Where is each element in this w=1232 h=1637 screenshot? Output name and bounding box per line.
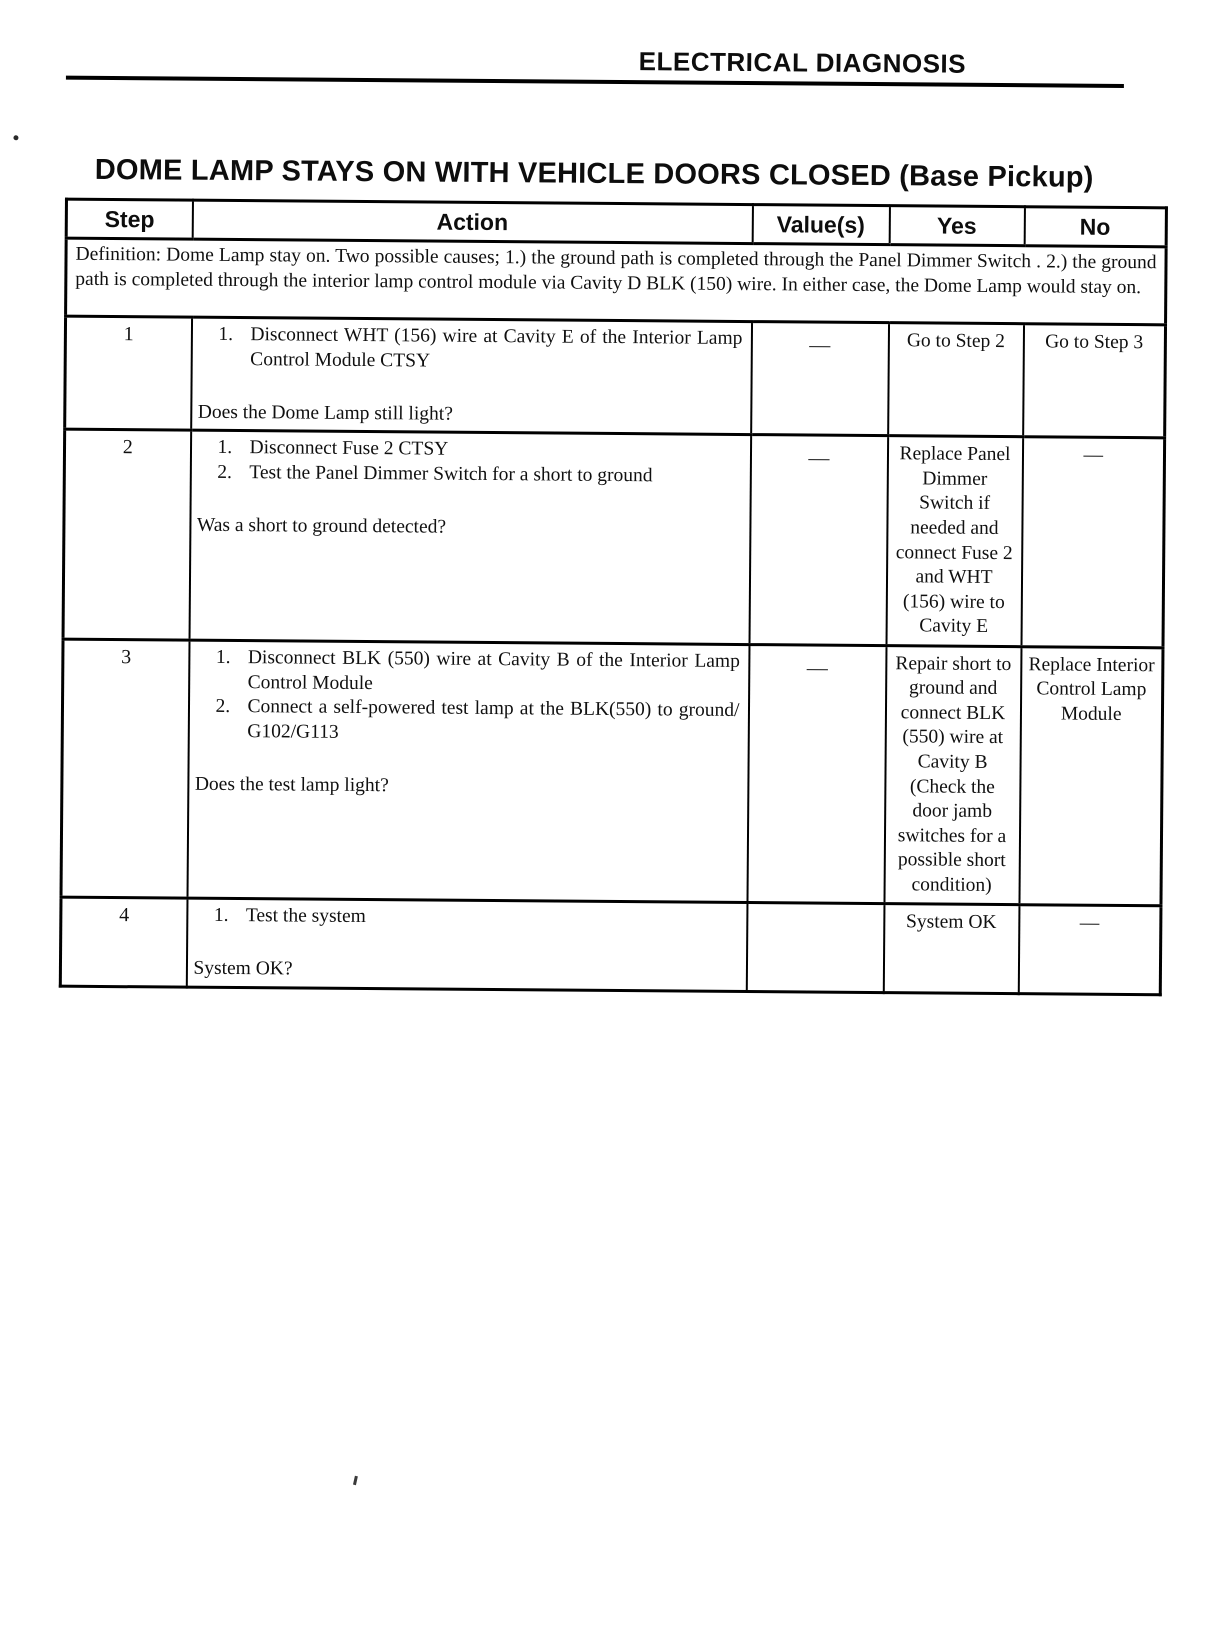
step-cell: 4 <box>60 898 187 987</box>
table-row-step-1 <box>65 316 1166 438</box>
no-cell: Replace Interior Control Lamp Module <box>1019 646 1163 906</box>
action-text: Test the system <box>245 905 366 928</box>
col-header-action: Action <box>192 200 752 243</box>
action-item <box>198 323 742 377</box>
value-cell: — <box>747 644 886 904</box>
step-cell: 2 <box>63 429 191 639</box>
step-cell: 1 <box>65 316 192 430</box>
scan-artifact <box>353 1476 358 1485</box>
table-row-step-2 <box>63 429 1165 647</box>
action-text: Test the Panel Dimmer Switch for a short to ground <box>249 462 653 487</box>
page-header: ELECTRICAL DIAGNOSIS <box>638 46 967 79</box>
yes-cell: System OK <box>883 904 1019 994</box>
action-number: 1. <box>218 323 234 345</box>
diagnosis-table <box>59 198 1168 997</box>
yes-cell: Repair short to ground and connect BLK (550) wire at Cavity B (Check the door jamb switches for a possible short condition) <box>884 645 1021 905</box>
value-cell: — <box>749 435 888 646</box>
page-header-band <box>66 42 1124 88</box>
col-header-yes: Yes <box>889 206 1024 246</box>
action-cell <box>187 640 749 903</box>
action-question: Does the test lamp light? <box>194 773 389 796</box>
action-text: Disconnect WHT (156) wire at Cavity E of the Interior Lamp Control Module CTSY <box>250 324 743 372</box>
action-cell <box>186 899 747 992</box>
action-cell <box>189 430 751 644</box>
action-cell <box>191 317 752 435</box>
action-text: Disconnect Fuse 2 CTSY <box>249 437 449 460</box>
action-number: 2. <box>215 696 231 718</box>
table-row-step-3 <box>61 639 1163 906</box>
action-number: 2. <box>217 461 233 483</box>
step-cell: 3 <box>61 639 189 899</box>
action-text: Disconnect BLK (550) wire at Cavity B of the Interior Lamp Control Module <box>247 646 740 694</box>
definition-row <box>66 238 1167 325</box>
col-header-values: Value(s) <box>752 205 889 245</box>
yes-cell: Replace Panel Dimmer Switch if needed and connect Fuse 2 and WHT (156) wire to Cavity E <box>886 436 1023 647</box>
no-cell: Go to Step 3 <box>1023 324 1166 438</box>
action-number: 1. <box>217 437 233 459</box>
action-item <box>195 695 739 749</box>
no-cell: — <box>1018 905 1161 995</box>
action-text: Connect a self-powered test lamp at the BLK(550) to ground/ G102/G113 <box>247 696 740 743</box>
action-number: 1. <box>215 646 231 668</box>
value-cell <box>746 903 884 993</box>
action-number: 1. <box>213 905 229 927</box>
col-header-no: No <box>1024 207 1166 247</box>
no-cell: — <box>1021 437 1165 648</box>
action-question: Does the Dome Lamp still light? <box>197 401 453 425</box>
table-title: DOME LAMP STAYS ON WITH VEHICLE DOORS CLOSED (Base Pickup) <box>94 153 1094 194</box>
scan-artifact <box>13 135 18 140</box>
table-row-step-4 <box>60 898 1161 995</box>
action-item <box>197 461 741 490</box>
yes-cell: Go to Step 2 <box>888 323 1024 437</box>
action-item <box>196 645 740 699</box>
action-question: System OK? <box>193 957 293 980</box>
action-question: Was a short to ground detected? <box>196 514 447 538</box>
col-header-step: Step <box>66 199 192 239</box>
action-item <box>194 904 738 933</box>
value-cell: — <box>751 322 889 436</box>
definition-text: Definition: Dome Lamp stay on. Two possible causes; 1.) the ground path is completed through the Panel Dimmer Switch . 2.) the ground path is completed through the interior lamp control module via Cavity D BLK (150) wire. In either case, the Dome Lamp would stay on. <box>66 238 1167 325</box>
